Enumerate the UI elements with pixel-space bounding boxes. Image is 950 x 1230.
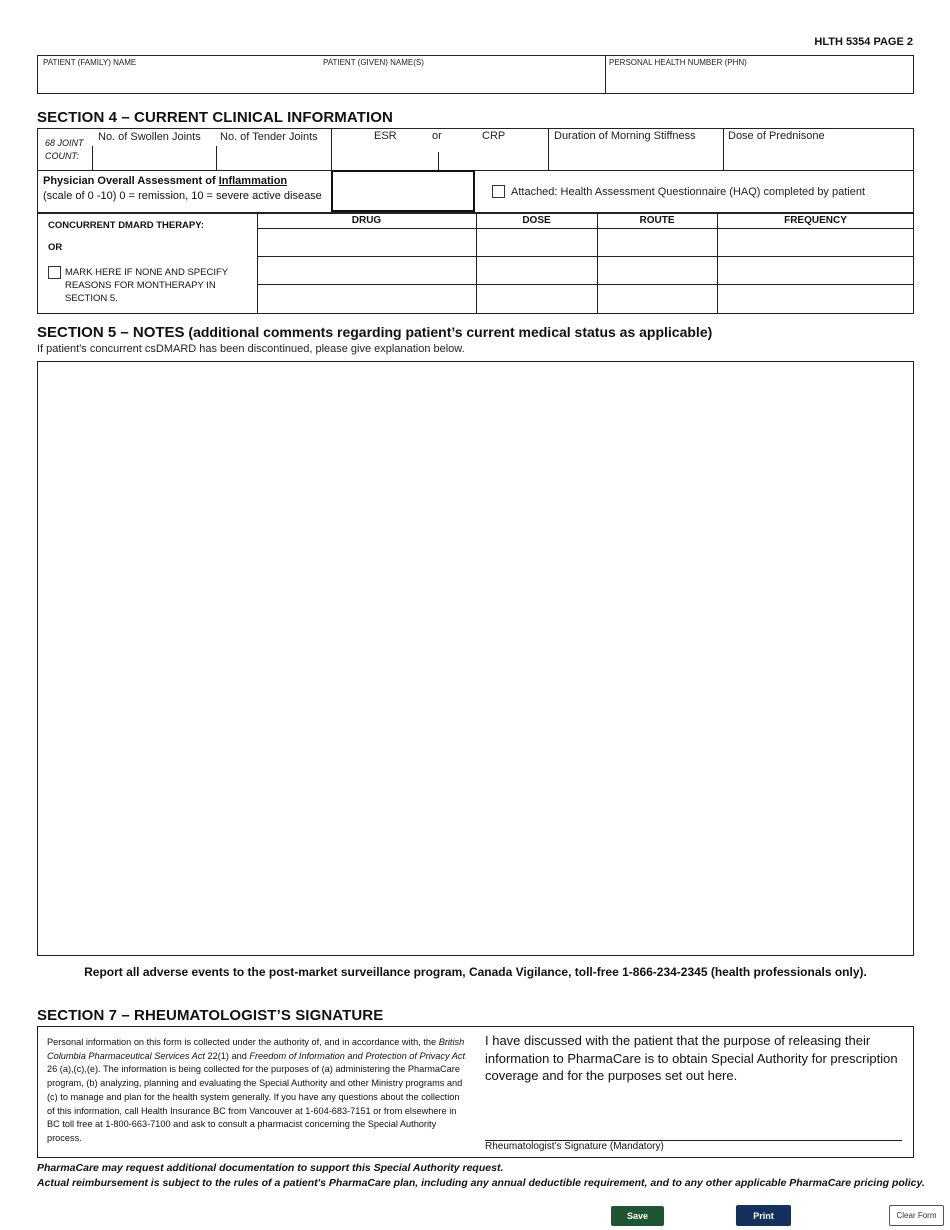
frequency-row-3[interactable] [719, 286, 912, 312]
col-dose: DOSE [522, 215, 551, 226]
haq-label: Attached: Health Assessment Questionnaire (HAQ) completed by patient [511, 186, 866, 198]
privacy-statement [47, 1036, 467, 1146]
section4-title: SECTION 4 – CURRENT CLINICAL INFORMATION [37, 109, 393, 126]
print-button[interactable]: Print [736, 1205, 791, 1226]
or-label: or [432, 130, 442, 142]
dose-row-2[interactable] [478, 258, 596, 283]
col-frequency: FREQUENCY [784, 215, 847, 226]
section5-title-bold: SECTION 5 – NOTES [37, 324, 185, 341]
col-route: ROUTE [639, 215, 675, 226]
haq-checkbox[interactable] [492, 185, 505, 198]
drug-row-2[interactable] [259, 258, 475, 283]
mark-none-checkbox[interactable] [48, 266, 61, 279]
phn-input[interactable] [608, 68, 912, 92]
privacy-p2: 22(1) and [204, 1050, 250, 1061]
footer-note-2: Actual reimbursement is subject to the rules of a patient's PharmaCare plan, including any annual deductible requirement, and to any other applicable PharmaCare pricing policy. [37, 1177, 925, 1189]
esr-label: ESR [374, 130, 397, 142]
signature-label: Rheumatologist’s Signature (Mandatory) [485, 1141, 664, 1152]
family-name-input[interactable] [40, 68, 315, 92]
physician-assessment-label [43, 174, 322, 204]
dmard-or: OR [48, 242, 63, 253]
notes-textarea[interactable] [37, 361, 914, 956]
privacy-p1: Personal information on this form is collected under the authority of, and in accordance with, the [47, 1037, 439, 1047]
clear-form-button[interactable]: Clear Form [889, 1205, 944, 1226]
prednisone-label: Dose of Prednisone [728, 130, 825, 142]
physician-assessment-input[interactable] [331, 170, 475, 212]
swollen-joints-input[interactable] [94, 147, 214, 169]
privacy-act2: Freedom of Information and Protection of Privacy Act [249, 1050, 466, 1061]
tender-joints-label: No. of Tender Joints [220, 131, 318, 143]
morning-stiffness-label: Duration of Morning Stiffness [554, 130, 696, 142]
footer-note-1: PharmaCare may request additional documentation to support this Special Authority request. [37, 1162, 504, 1174]
form-page-number: HLTH 5354 PAGE 2 [814, 36, 913, 48]
route-row-3[interactable] [599, 286, 716, 312]
drug-row-1[interactable] [259, 230, 475, 255]
crp-label: CRP [482, 130, 506, 142]
physician-assessment-bold: Physician Overall Assessment of [43, 175, 219, 187]
privacy-act1: British Columbia Pharmaceutical Services Act [47, 1037, 465, 1061]
prednisone-input[interactable] [725, 147, 912, 169]
section5-subtitle: If patient's concurrent csDMARD has been discontinued, please give explanation below. [37, 343, 465, 355]
tender-joints-input[interactable] [218, 147, 330, 169]
physician-assessment-underlined: Inflammation [218, 175, 288, 187]
family-name-label: PATIENT (FAMILY) NAME [43, 58, 137, 67]
section5-title-rest: (additional comments regarding patient’s current medical status as applicable) [184, 324, 713, 340]
consent-statement: I have discussed with the patient that the purpose of releasing their information to PharmaCare is to obtain Special Authority for prescription coverage and for the purposes set out here. [485, 1033, 898, 1083]
adverse-events-notice: Report all adverse events to the post-market surveillance program, Canada Vigilance, toll-free 1-866-234-2345 (health professionals only). [84, 965, 867, 979]
joint-count-label: 68 JOINT COUNT: [45, 138, 84, 161]
dose-row-1[interactable] [478, 230, 596, 255]
swollen-joints-label: No. of Swollen Joints [98, 131, 201, 143]
given-names-input[interactable] [320, 68, 602, 92]
physician-assessment-scale: (scale of 0 -10) 0 = remission, 10 = severe active disease [43, 190, 322, 202]
save-button[interactable]: Save [611, 1206, 664, 1226]
privacy-p3: 26 (a),(c),(e). The information is being collected for the purposes of (a) administering the PharmaCare program, (b) analyzing, planning and evaluating the Special Authority and other Ministry programs and (c) to manage and plan for the health system generally. If you have any questions about the collection of this information, call Health Insurance BC from Vancouver at 1-604-683-7151 or from elsewhere in BC toll free at 1-800-663-7100 and ask to consult a pharmacist concerning the Special Authority process. [47, 1064, 463, 1143]
dose-row-3[interactable] [478, 286, 596, 312]
col-drug: DRUG [351, 215, 382, 226]
route-row-2[interactable] [599, 258, 716, 283]
drug-row-3[interactable] [259, 286, 475, 312]
frequency-row-2[interactable] [719, 258, 912, 283]
esr-input[interactable] [334, 147, 436, 169]
section7-title: SECTION 7 – RHEUMATOLOGIST’S SIGNATURE [37, 1007, 384, 1024]
section5-title [37, 324, 712, 341]
signature-input[interactable] [485, 1095, 902, 1139]
route-row-1[interactable] [599, 230, 716, 255]
crp-input[interactable] [440, 147, 546, 169]
frequency-row-1[interactable] [719, 230, 912, 255]
given-names-label: PATIENT (GIVEN) NAME(S) [323, 58, 424, 67]
phn-label: PERSONAL HEALTH NUMBER (PHN) [609, 58, 747, 67]
mark-none-label: MARK HERE IF NONE AND SPECIFY REASONS FOR MONTHERAPY IN SECTION 5. [65, 267, 228, 304]
dmard-label: CONCURRENT DMARD THERAPY: [48, 220, 205, 231]
morning-stiffness-input[interactable] [550, 147, 721, 169]
